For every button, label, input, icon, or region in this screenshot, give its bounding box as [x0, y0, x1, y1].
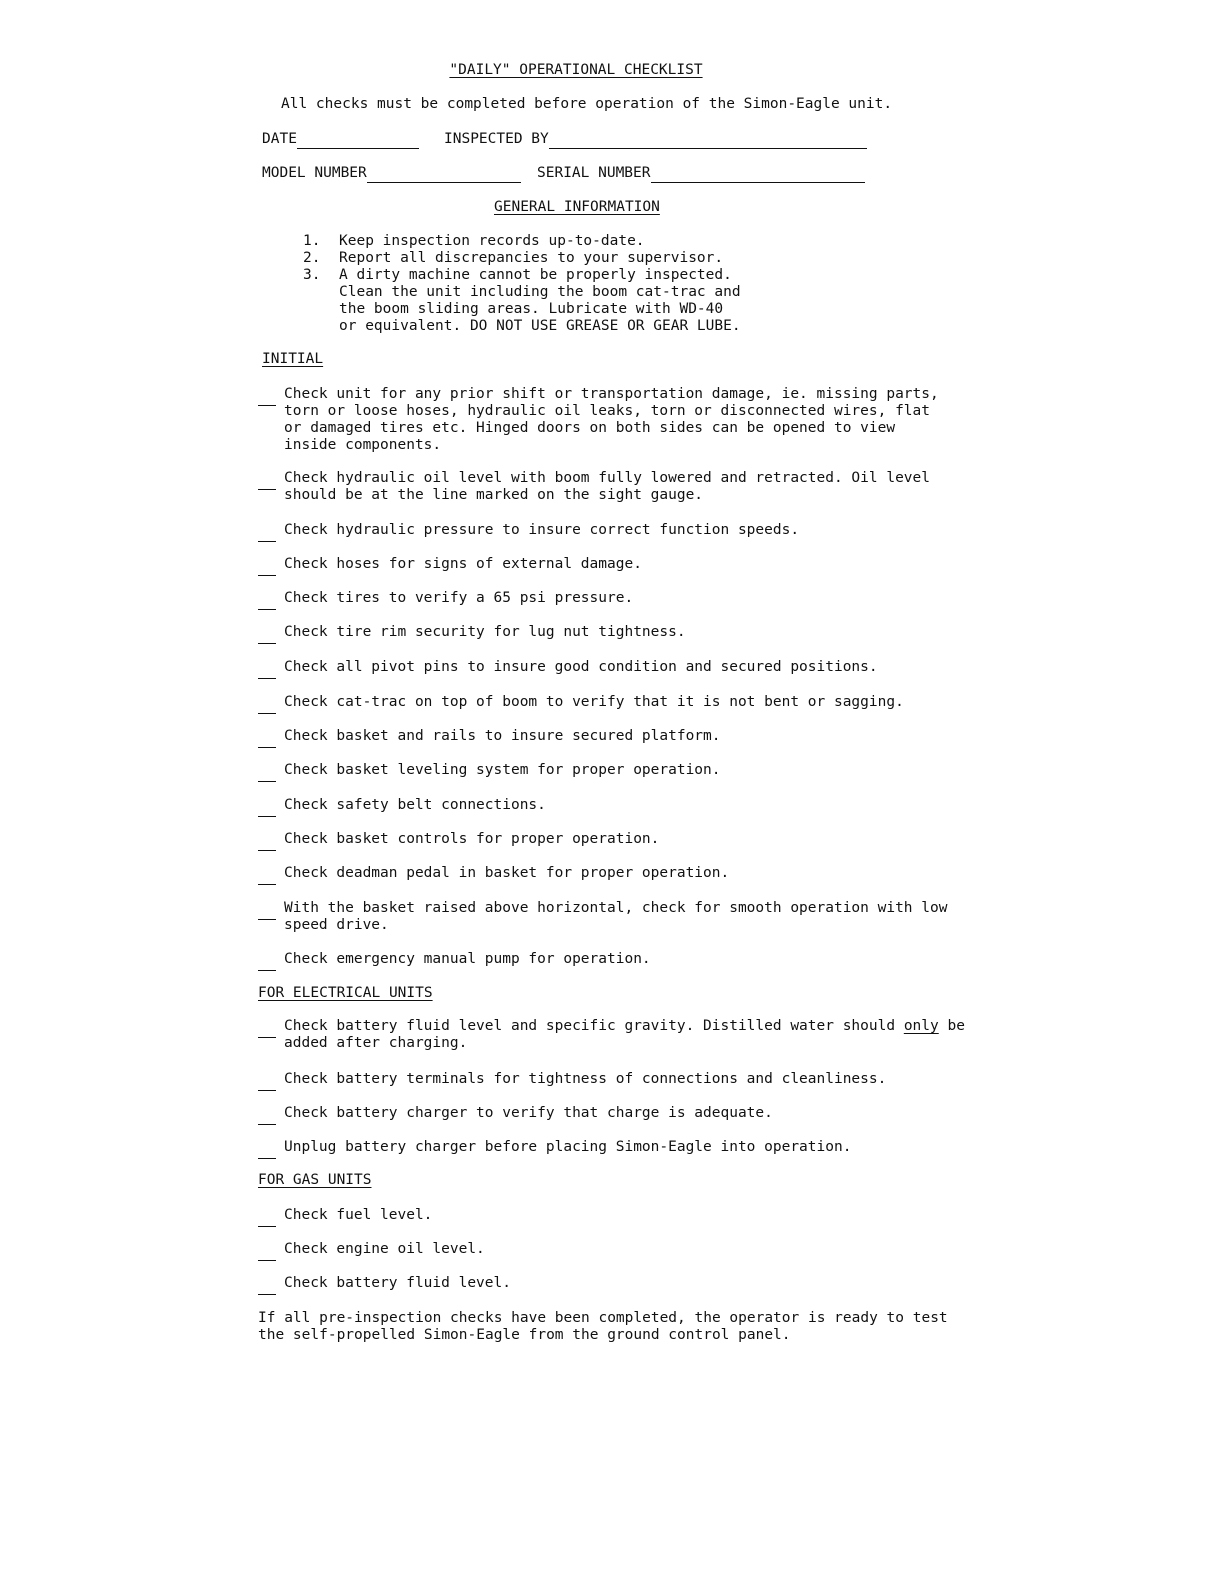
check-text: Check basket controls for proper operation.	[284, 831, 660, 847]
check-text: Check emergency manual pump for operation.	[284, 951, 651, 967]
date-label: DATE	[262, 131, 297, 147]
check-item	[258, 470, 984, 504]
check-item	[258, 1207, 984, 1224]
check-text: Check safety belt connections.	[284, 797, 546, 813]
check-text: Check battery charger to verify that charge is adequate.	[284, 1105, 773, 1121]
check-item	[258, 1275, 984, 1292]
check-text: Check hoses for signs of external damage.	[284, 556, 642, 572]
check-text: Check battery terminals for tightness of connections and cleanliness.	[284, 1071, 887, 1087]
list-item	[303, 267, 779, 335]
check-text: Check engine oil level.	[284, 1241, 485, 1257]
date-blank[interactable]	[297, 134, 419, 149]
item-text: Report all discrepancies to your supervisor.	[339, 250, 724, 266]
list-item	[303, 250, 779, 267]
check-item	[258, 728, 984, 745]
check-item	[258, 522, 984, 539]
check-item	[258, 1139, 984, 1156]
item-number: 2.	[303, 250, 321, 266]
check-text-part: Check battery fluid level and specific gravity. Distilled water should	[284, 1018, 904, 1034]
check-blank[interactable]	[258, 1275, 278, 1292]
item-number: 3.	[303, 267, 321, 283]
inspected-by-field[interactable]	[444, 131, 867, 147]
check-text: Unplug battery charger before placing Simon-Eagle into operation.	[284, 1139, 852, 1155]
check-blank[interactable]	[258, 900, 278, 917]
check-item	[258, 1018, 984, 1052]
check-item	[258, 865, 984, 882]
item-number: 1.	[303, 233, 321, 249]
check-text-part: be added after charging.	[284, 1018, 965, 1051]
check-text: Check unit for any prior shift or transportation damage, ie. missing parts, torn or loose hoses, hydraulic oil leaks, torn or disconnected wires, flat or damaged tires etc. Hinged doors on both sides can be opened to view inside components.	[284, 386, 939, 453]
check-blank[interactable]	[258, 1071, 278, 1088]
page-title-text: "DAILY" OPERATIONAL CHECKLIST	[449, 62, 703, 78]
check-text: Check tires to verify a 65 psi pressure.	[284, 590, 634, 606]
check-text: Check basket leveling system for proper operation.	[284, 762, 721, 778]
check-item	[258, 831, 984, 848]
check-text: Check battery fluid level.	[284, 1275, 511, 1291]
check-item	[258, 386, 984, 454]
gas-units-heading: FOR GAS UNITS	[258, 1172, 372, 1188]
check-blank[interactable]	[258, 1105, 278, 1122]
check-text: Check all pivot pins to insure good condition and secured positions.	[284, 659, 878, 675]
check-blank[interactable]	[258, 470, 278, 487]
general-information-list	[303, 233, 779, 335]
closing-note: If all pre-inspection checks have been completed, the operator is ready to test the self-propelled Simon-Eagle from the ground control panel.	[258, 1310, 948, 1343]
page-title	[0, 62, 1152, 78]
model-number-label: MODEL NUMBER	[262, 165, 367, 181]
intro-text: All checks must be completed before operation of the Simon-Eagle unit.	[281, 96, 893, 112]
check-item	[258, 1071, 984, 1088]
initial-heading: INITIAL	[262, 351, 324, 367]
check-blank[interactable]	[258, 951, 278, 968]
check-blank[interactable]	[258, 1018, 278, 1035]
check-blank[interactable]	[258, 728, 278, 745]
item-text: A dirty machine cannot be properly inspected. Clean the unit including the boom cat-trac and the boom sliding areas. Lubricate with WD-40 or equivalent. DO NOT USE GREASE OR GEAR LUBE.	[339, 267, 741, 334]
list-item	[303, 233, 779, 250]
serial-number-label: SERIAL NUMBER	[537, 165, 651, 181]
check-item	[258, 900, 984, 934]
check-item	[258, 694, 984, 711]
check-blank[interactable]	[258, 1207, 278, 1224]
check-blank[interactable]	[258, 694, 278, 711]
check-blank[interactable]	[258, 762, 278, 779]
serial-number-blank[interactable]	[651, 168, 865, 183]
check-item	[258, 556, 984, 573]
check-blank[interactable]	[258, 590, 278, 607]
check-blank[interactable]	[258, 386, 278, 403]
check-text: Check hydraulic pressure to insure correct function speeds.	[284, 522, 800, 538]
check-blank[interactable]	[258, 865, 278, 882]
date-field[interactable]	[262, 131, 419, 147]
serial-number-field[interactable]	[537, 165, 865, 181]
check-text	[278, 1018, 984, 1052]
general-information-heading: GENERAL INFORMATION	[494, 199, 660, 215]
check-text: Check tire rim security for lug nut tightness.	[284, 624, 686, 640]
check-item	[258, 590, 984, 607]
check-blank[interactable]	[258, 797, 278, 814]
check-text: Check basket and rails to insure secured platform.	[284, 728, 721, 744]
check-item	[258, 797, 984, 814]
electrical-units-heading: FOR ELECTRICAL UNITS	[258, 985, 433, 1001]
check-text: Check hydraulic oil level with boom fully lowered and retracted. Oil level should be at the line marked on the sight gauge.	[284, 470, 931, 503]
check-item	[258, 951, 984, 968]
check-item	[258, 1105, 984, 1122]
check-blank[interactable]	[258, 522, 278, 539]
check-text: With the basket raised above horizontal, check for smooth operation with low speed drive.	[284, 900, 948, 933]
check-item	[258, 624, 984, 641]
emphasis-text: only	[903, 1018, 939, 1034]
check-item	[258, 762, 984, 779]
check-blank[interactable]	[258, 1241, 278, 1258]
check-text: Check deadman pedal in basket for proper operation.	[284, 865, 730, 881]
item-text: Keep inspection records up-to-date.	[339, 233, 645, 249]
check-blank[interactable]	[258, 624, 278, 641]
check-blank[interactable]	[258, 831, 278, 848]
check-item	[258, 659, 984, 676]
inspected-by-label: INSPECTED BY	[444, 131, 549, 147]
check-blank[interactable]	[258, 659, 278, 676]
check-item	[258, 1241, 984, 1258]
model-number-field[interactable]	[262, 165, 521, 181]
inspected-by-blank[interactable]	[549, 134, 867, 149]
model-number-blank[interactable]	[367, 168, 521, 183]
check-blank[interactable]	[258, 556, 278, 573]
check-text: Check fuel level.	[284, 1207, 433, 1223]
check-text: Check cat-trac on top of boom to verify that it is not bent or sagging.	[284, 694, 904, 710]
check-blank[interactable]	[258, 1139, 278, 1156]
